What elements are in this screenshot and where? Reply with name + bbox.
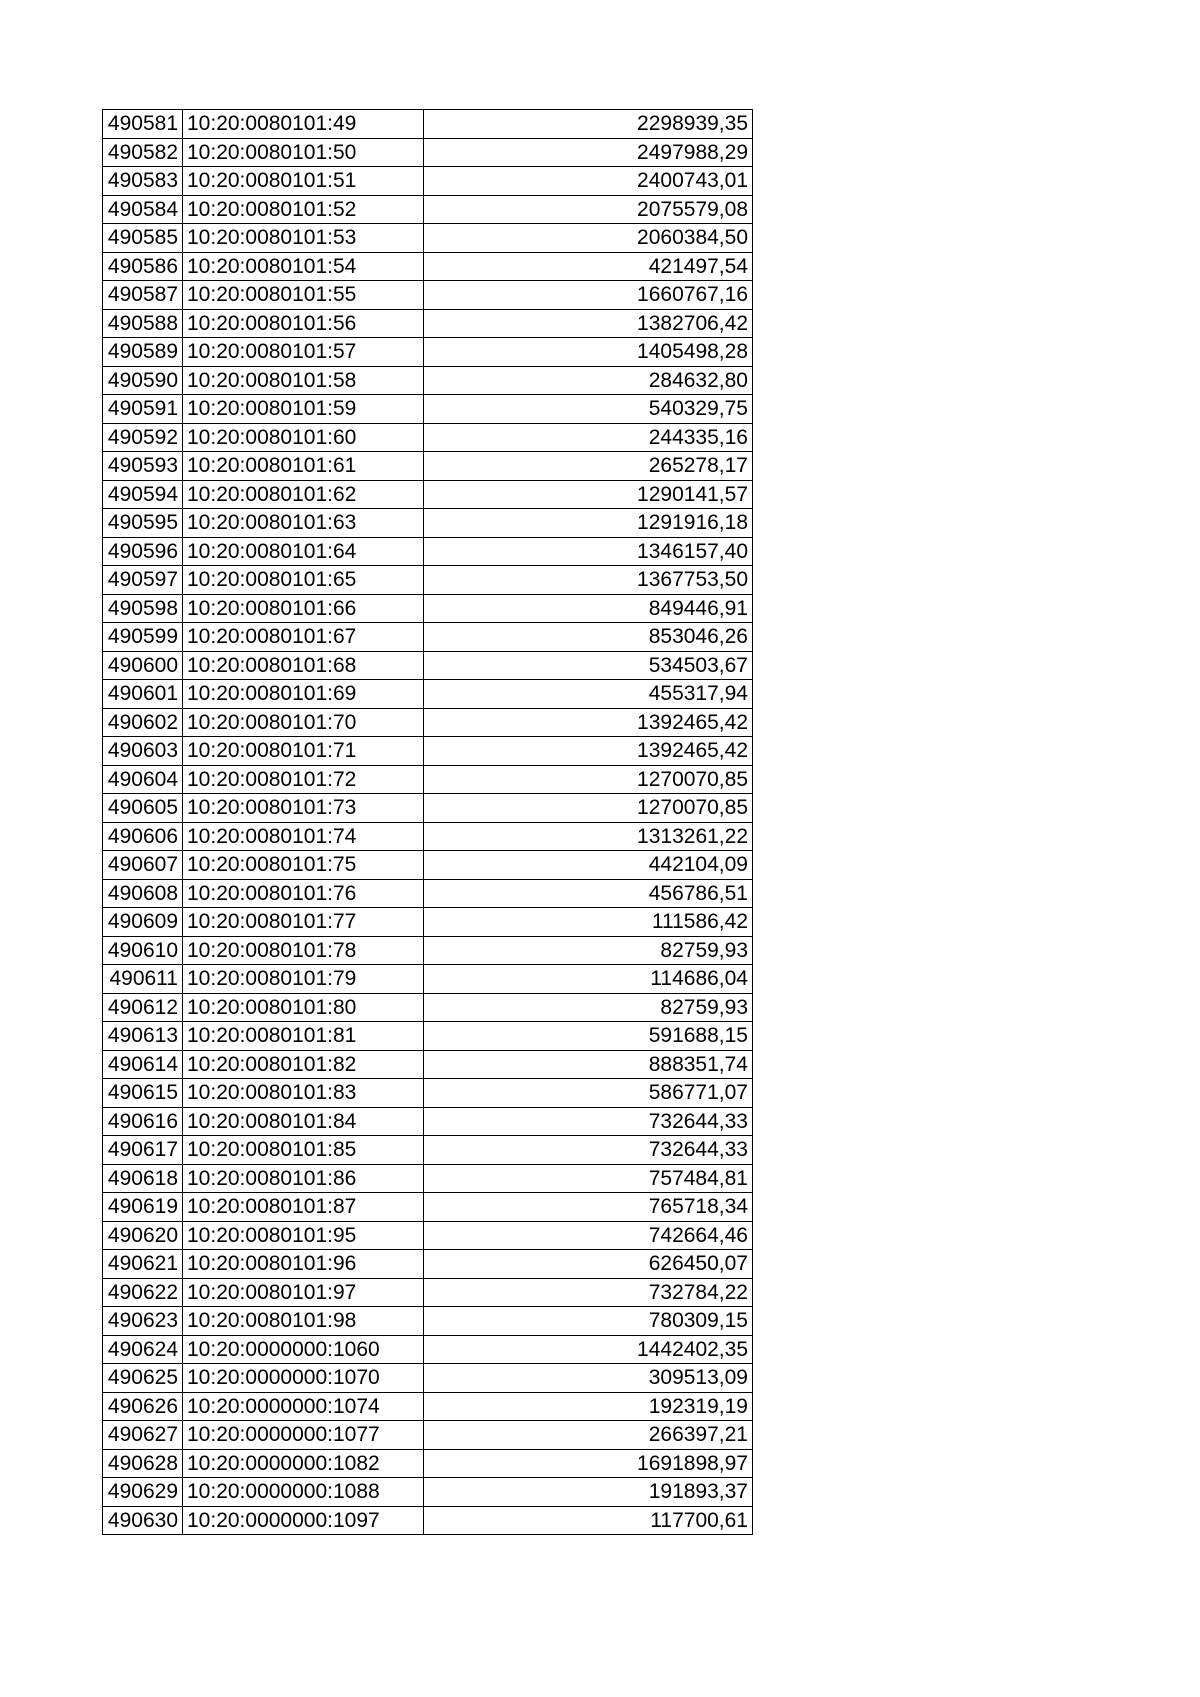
cadastral-number-cell: 10:20:0000000:1077 (183, 1421, 424, 1450)
cadastral-number-cell: 10:20:0080101:57 (183, 338, 424, 367)
table-row (103, 537, 753, 566)
row-number-cell: 490599 (103, 623, 183, 652)
row-number-cell: 490627 (103, 1421, 183, 1450)
table-row (103, 1335, 753, 1364)
row-number-cell: 490604 (103, 765, 183, 794)
row-number-cell: 490615 (103, 1079, 183, 1108)
cadastral-number-cell: 10:20:0080101:73 (183, 794, 424, 823)
row-number-cell: 490593 (103, 452, 183, 481)
table-row (103, 167, 753, 196)
row-number-cell: 490592 (103, 423, 183, 452)
table-row (103, 1079, 753, 1108)
value-cell: 1382706,42 (424, 309, 753, 338)
row-number-cell: 490616 (103, 1107, 183, 1136)
value-cell: 1290141,57 (424, 480, 753, 509)
value-cell: 1367753,50 (424, 566, 753, 595)
row-number-cell: 490585 (103, 224, 183, 253)
table-row (103, 281, 753, 310)
cadastral-number-cell: 10:20:0080101:62 (183, 480, 424, 509)
value-cell: 442104,09 (424, 851, 753, 880)
value-cell: 849446,91 (424, 594, 753, 623)
table-row (103, 594, 753, 623)
value-cell: 82759,93 (424, 993, 753, 1022)
cadastral-number-cell: 10:20:0000000:1074 (183, 1392, 424, 1421)
value-cell: 1346157,40 (424, 537, 753, 566)
table-row (103, 366, 753, 395)
row-number-cell: 490622 (103, 1278, 183, 1307)
row-number-cell: 490630 (103, 1506, 183, 1535)
table-row (103, 1449, 753, 1478)
row-number-cell: 490611 (103, 965, 183, 994)
value-cell: 309513,09 (424, 1364, 753, 1393)
row-number-cell: 490606 (103, 822, 183, 851)
value-cell: 82759,93 (424, 936, 753, 965)
cadastral-number-cell: 10:20:0080101:50 (183, 138, 424, 167)
cadastral-number-cell: 10:20:0080101:74 (183, 822, 424, 851)
value-cell: 1392465,42 (424, 737, 753, 766)
row-number-cell: 490607 (103, 851, 183, 880)
cadastral-number-cell: 10:20:0000000:1082 (183, 1449, 424, 1478)
table-row (103, 822, 753, 851)
row-number-cell: 490620 (103, 1221, 183, 1250)
table-row (103, 680, 753, 709)
value-cell: 244335,16 (424, 423, 753, 452)
table-row (103, 423, 753, 452)
table-row (103, 452, 753, 481)
row-number-cell: 490594 (103, 480, 183, 509)
value-cell: 456786,51 (424, 879, 753, 908)
table-row (103, 1392, 753, 1421)
table-row (103, 1478, 753, 1507)
row-number-cell: 490582 (103, 138, 183, 167)
row-number-cell: 490584 (103, 195, 183, 224)
row-number-cell: 490603 (103, 737, 183, 766)
table-row (103, 110, 753, 139)
row-number-cell: 490596 (103, 537, 183, 566)
table-row (103, 224, 753, 253)
cadastral-number-cell: 10:20:0080101:53 (183, 224, 424, 253)
cadastral-number-cell: 10:20:0080101:49 (183, 110, 424, 139)
cadastral-number-cell: 10:20:0080101:80 (183, 993, 424, 1022)
cadastral-number-cell: 10:20:0080101:96 (183, 1250, 424, 1279)
table-row (103, 708, 753, 737)
value-cell: 1291916,18 (424, 509, 753, 538)
cadastral-number-cell: 10:20:0080101:81 (183, 1022, 424, 1051)
row-number-cell: 490602 (103, 708, 183, 737)
value-cell: 266397,21 (424, 1421, 753, 1450)
value-cell: 1270070,85 (424, 794, 753, 823)
row-number-cell: 490612 (103, 993, 183, 1022)
value-cell: 455317,94 (424, 680, 753, 709)
cadastral-number-cell: 10:20:0080101:76 (183, 879, 424, 908)
cadastral-number-cell: 10:20:0080101:84 (183, 1107, 424, 1136)
cadastral-number-cell: 10:20:0000000:1097 (183, 1506, 424, 1535)
row-number-cell: 490587 (103, 281, 183, 310)
cadastral-number-cell: 10:20:0080101:63 (183, 509, 424, 538)
value-cell: 2075579,08 (424, 195, 753, 224)
cadastral-number-cell: 10:20:0080101:72 (183, 765, 424, 794)
value-cell: 1313261,22 (424, 822, 753, 851)
value-cell: 2400743,01 (424, 167, 753, 196)
table-row (103, 338, 753, 367)
cadastral-number-cell: 10:20:0080101:70 (183, 708, 424, 737)
value-cell: 540329,75 (424, 395, 753, 424)
cadastral-number-cell: 10:20:0080101:59 (183, 395, 424, 424)
table-row (103, 1193, 753, 1222)
table-row (103, 1506, 753, 1535)
row-number-cell: 490600 (103, 651, 183, 680)
cadastral-number-cell: 10:20:0080101:86 (183, 1164, 424, 1193)
value-cell: 114686,04 (424, 965, 753, 994)
value-cell: 534503,67 (424, 651, 753, 680)
cadastral-number-cell: 10:20:0080101:87 (183, 1193, 424, 1222)
cadastral-number-cell: 10:20:0080101:98 (183, 1307, 424, 1336)
row-number-cell: 490588 (103, 309, 183, 338)
value-cell: 2298939,35 (424, 110, 753, 139)
table-row (103, 1050, 753, 1079)
value-cell: 853046,26 (424, 623, 753, 652)
table-row (103, 1421, 753, 1450)
table-row (103, 993, 753, 1022)
table-row (103, 737, 753, 766)
row-number-cell: 490623 (103, 1307, 183, 1336)
table-body (103, 110, 753, 1535)
value-cell: 591688,15 (424, 1022, 753, 1051)
value-cell: 765718,34 (424, 1193, 753, 1222)
value-cell: 265278,17 (424, 452, 753, 481)
value-cell: 1691898,97 (424, 1449, 753, 1478)
cadastral-number-cell: 10:20:0080101:65 (183, 566, 424, 595)
cadastral-number-cell: 10:20:0080101:61 (183, 452, 424, 481)
value-cell: 1270070,85 (424, 765, 753, 794)
value-cell: 742664,46 (424, 1221, 753, 1250)
row-number-cell: 490618 (103, 1164, 183, 1193)
value-cell: 780309,15 (424, 1307, 753, 1336)
value-cell: 117700,61 (424, 1506, 753, 1535)
row-number-cell: 490598 (103, 594, 183, 623)
table-row (103, 1250, 753, 1279)
row-number-cell: 490628 (103, 1449, 183, 1478)
table-row (103, 651, 753, 680)
value-cell: 888351,74 (424, 1050, 753, 1079)
value-cell: 757484,81 (424, 1164, 753, 1193)
table-row (103, 965, 753, 994)
value-cell: 2497988,29 (424, 138, 753, 167)
table-row (103, 851, 753, 880)
table-row (103, 1221, 753, 1250)
value-cell: 732644,33 (424, 1136, 753, 1165)
cadastral-number-cell: 10:20:0000000:1070 (183, 1364, 424, 1393)
table-row (103, 936, 753, 965)
value-cell: 1392465,42 (424, 708, 753, 737)
cadastral-number-cell: 10:20:0080101:56 (183, 309, 424, 338)
row-number-cell: 490608 (103, 879, 183, 908)
cadastral-number-cell: 10:20:0080101:82 (183, 1050, 424, 1079)
row-number-cell: 490625 (103, 1364, 183, 1393)
cadastral-number-cell: 10:20:0080101:64 (183, 537, 424, 566)
cadastral-number-cell: 10:20:0080101:69 (183, 680, 424, 709)
table-row (103, 794, 753, 823)
table-row (103, 195, 753, 224)
table-row (103, 1278, 753, 1307)
table-row (103, 309, 753, 338)
row-number-cell: 490595 (103, 509, 183, 538)
cadastral-number-cell: 10:20:0080101:67 (183, 623, 424, 652)
row-number-cell: 490601 (103, 680, 183, 709)
row-number-cell: 490590 (103, 366, 183, 395)
row-number-cell: 490581 (103, 110, 183, 139)
cadastral-number-cell: 10:20:0080101:71 (183, 737, 424, 766)
row-number-cell: 490614 (103, 1050, 183, 1079)
row-number-cell: 490610 (103, 936, 183, 965)
cadastral-number-cell: 10:20:0000000:1088 (183, 1478, 424, 1507)
table-row (103, 1364, 753, 1393)
value-cell: 732784,22 (424, 1278, 753, 1307)
cadastral-number-cell: 10:20:0080101:97 (183, 1278, 424, 1307)
row-number-cell: 490591 (103, 395, 183, 424)
row-number-cell: 490619 (103, 1193, 183, 1222)
cadastral-number-cell: 10:20:0080101:66 (183, 594, 424, 623)
row-number-cell: 490586 (103, 252, 183, 281)
table-row (103, 252, 753, 281)
row-number-cell: 490629 (103, 1478, 183, 1507)
value-cell: 626450,07 (424, 1250, 753, 1279)
table-row (103, 879, 753, 908)
value-cell: 1660767,16 (424, 281, 753, 310)
cadastral-number-cell: 10:20:0080101:85 (183, 1136, 424, 1165)
cadastral-number-cell: 10:20:0080101:79 (183, 965, 424, 994)
value-cell: 284632,80 (424, 366, 753, 395)
cadastral-number-cell: 10:20:0080101:58 (183, 366, 424, 395)
table-row (103, 765, 753, 794)
cadastral-number-cell: 10:20:0080101:51 (183, 167, 424, 196)
table-row (103, 1164, 753, 1193)
table-row (103, 908, 753, 937)
value-cell: 421497,54 (424, 252, 753, 281)
cadastral-number-cell: 10:20:0080101:60 (183, 423, 424, 452)
row-number-cell: 490589 (103, 338, 183, 367)
table-row (103, 480, 753, 509)
row-number-cell: 490626 (103, 1392, 183, 1421)
value-cell: 586771,07 (424, 1079, 753, 1108)
cadastral-number-cell: 10:20:0080101:95 (183, 1221, 424, 1250)
cadastral-number-cell: 10:20:0080101:54 (183, 252, 424, 281)
table-row (103, 1307, 753, 1336)
row-number-cell: 490605 (103, 794, 183, 823)
table-row (103, 1022, 753, 1051)
cadastral-number-cell: 10:20:0080101:55 (183, 281, 424, 310)
value-cell: 732644,33 (424, 1107, 753, 1136)
data-table (102, 109, 753, 1535)
table-row (103, 1107, 753, 1136)
table-row (103, 1136, 753, 1165)
value-cell: 1405498,28 (424, 338, 753, 367)
value-cell: 1442402,35 (424, 1335, 753, 1364)
value-cell: 2060384,50 (424, 224, 753, 253)
cadastral-number-cell: 10:20:0080101:52 (183, 195, 424, 224)
row-number-cell: 490617 (103, 1136, 183, 1165)
table-row (103, 566, 753, 595)
row-number-cell: 490624 (103, 1335, 183, 1364)
row-number-cell: 490613 (103, 1022, 183, 1051)
cadastral-number-cell: 10:20:0080101:75 (183, 851, 424, 880)
value-cell: 111586,42 (424, 908, 753, 937)
cadastral-number-cell: 10:20:0080101:68 (183, 651, 424, 680)
cadastral-number-cell: 10:20:0080101:78 (183, 936, 424, 965)
cadastral-number-cell: 10:20:0080101:83 (183, 1079, 424, 1108)
table-row (103, 138, 753, 167)
table-row (103, 623, 753, 652)
row-number-cell: 490621 (103, 1250, 183, 1279)
row-number-cell: 490609 (103, 908, 183, 937)
table-row (103, 509, 753, 538)
row-number-cell: 490597 (103, 566, 183, 595)
row-number-cell: 490583 (103, 167, 183, 196)
table-row (103, 395, 753, 424)
value-cell: 191893,37 (424, 1478, 753, 1507)
cadastral-number-cell: 10:20:0000000:1060 (183, 1335, 424, 1364)
cadastral-number-cell: 10:20:0080101:77 (183, 908, 424, 937)
value-cell: 192319,19 (424, 1392, 753, 1421)
